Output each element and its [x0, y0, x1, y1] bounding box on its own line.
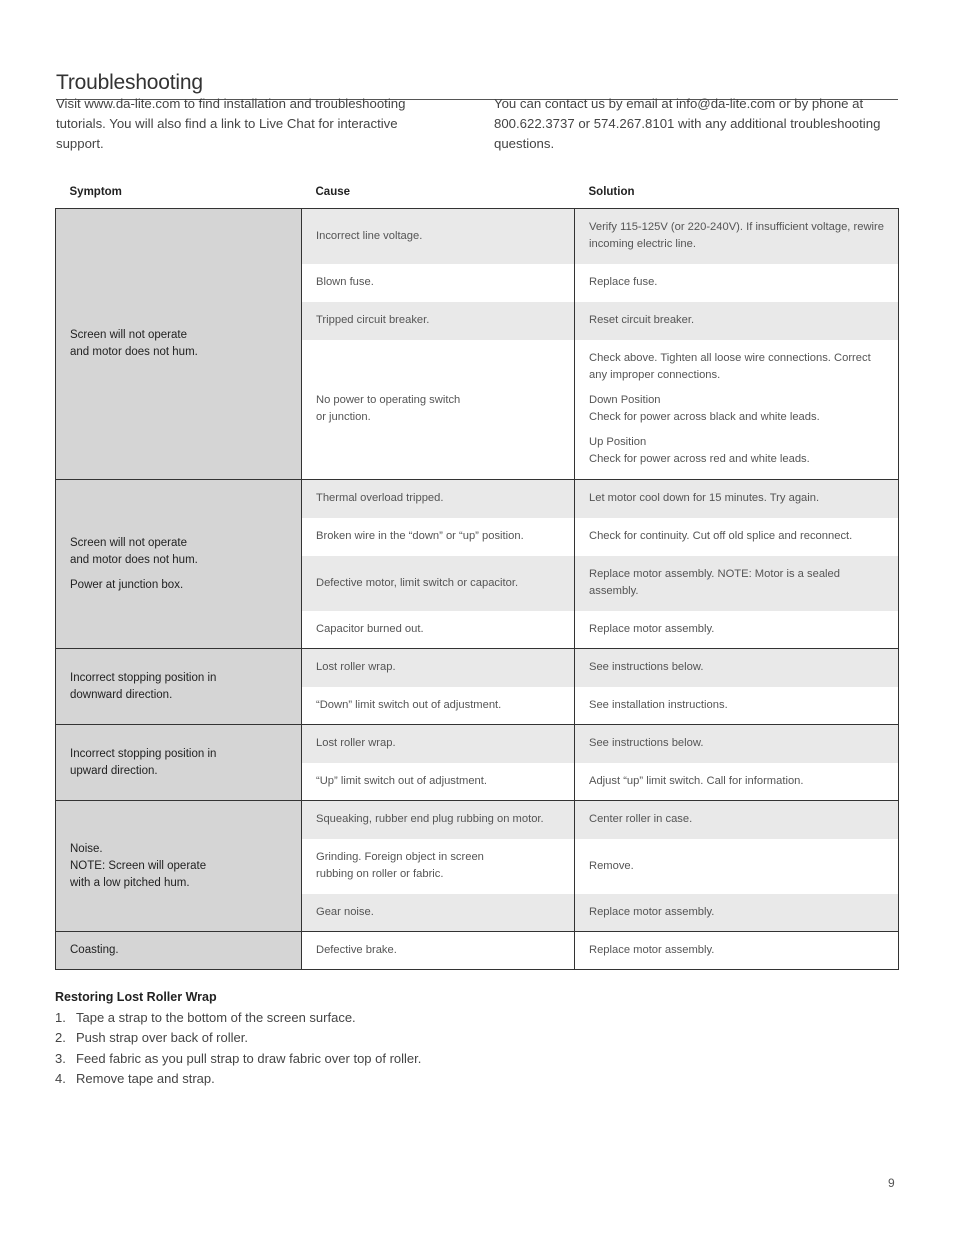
solution-text: Replace fuse. [589, 276, 658, 288]
step-text: Remove tape and strap. [76, 1070, 215, 1086]
solution-line: Check for power across black and white leads. [589, 411, 820, 424]
cause-cell [302, 264, 575, 302]
table-row [56, 725, 899, 763]
symptom-line: and motor does not hum. [70, 553, 198, 566]
list-item [55, 1008, 655, 1028]
cause-line: Incorrect line voltage. [316, 229, 423, 242]
step-text: Tape a strap to the bottom of the screen surface. [76, 1010, 356, 1025]
solution-text: Adjust “up” limit switch. Call for information. [589, 774, 804, 787]
table-row [56, 649, 899, 687]
solution-text [589, 434, 884, 468]
cause-line: Broken wire in the “down” or “up” position. [316, 530, 524, 542]
solution-cell [575, 894, 899, 932]
cause-cell [302, 801, 575, 839]
table-row [56, 932, 899, 970]
solution-cell [575, 302, 899, 340]
cause-text [316, 490, 560, 507]
cause-text [316, 274, 560, 291]
solution-cell [575, 725, 899, 763]
symptom-line: Screen will not operate [70, 536, 187, 549]
symptom-cell [56, 480, 302, 649]
cause-line: Lost roller wrap. [316, 661, 396, 674]
step-number: 4. [55, 1070, 66, 1086]
symptom-line: upward direction. [70, 764, 158, 777]
solution-cell [575, 518, 899, 556]
cause-cell [302, 480, 575, 518]
cause-line: Grinding. Foreign object in screen [316, 851, 484, 863]
symptom-cell [56, 649, 302, 725]
cause-line: Capacitor burned out. [316, 622, 424, 635]
solution-cell [575, 340, 899, 480]
solution-text: See instructions below. [589, 661, 704, 674]
intro-contact: You can contact us by email at info@da-lite.com or by phone at 800.622.3737 or 574.267.8101 with any additional troubleshooting questions. [494, 96, 881, 151]
solution-line: Up Position [589, 436, 647, 449]
solution-line: Check above. Tighten all loose wire connections. Correct any improper connections. [589, 352, 871, 382]
cause-line: No power to operating switch [316, 394, 461, 407]
solution-line: Down Position [589, 394, 661, 407]
cause-cell [302, 611, 575, 649]
intro-website: Visit www.da-lite.com to find installation and troubleshooting tutorials. You will also find a link to Live Chat for interactive support. [56, 96, 406, 151]
cause-cell [302, 209, 575, 264]
cause-text [316, 942, 560, 959]
cause-line: Defective brake. [316, 944, 397, 956]
table-row [56, 801, 899, 839]
solution-text: Replace motor assembly. NOTE: Motor is a sealed assembly. [589, 568, 840, 597]
cause-line: Squeaking, rubber end plug rubbing on motor. [316, 813, 544, 826]
symptom-text [70, 841, 287, 892]
cause-text [316, 528, 560, 545]
cause-line: “Up” limit switch out of adjustment. [316, 774, 487, 787]
restore-roller-wrap-section [55, 990, 655, 1089]
step-text: Push strap over back of roller. [76, 1030, 248, 1046]
page-title: Troubleshooting [56, 71, 898, 100]
cause-text [316, 773, 560, 790]
symptom-line: Power at junction box. [70, 578, 184, 591]
cause-cell [302, 932, 575, 970]
symptom-line: Coasting. [70, 944, 119, 956]
solution-text: See installation instructions. [589, 698, 728, 711]
step-number: 3. [55, 1050, 66, 1066]
solution-text [589, 350, 884, 384]
solution-text: Replace motor assembly. [589, 622, 715, 635]
cause-cell [302, 556, 575, 611]
cause-text [316, 228, 560, 245]
troubleshooting-table-container [55, 175, 898, 970]
cause-line: Tripped circuit breaker. [316, 314, 430, 326]
solution-line: Check for power across red and white leads. [589, 453, 810, 466]
list-item [55, 1049, 655, 1069]
cause-cell [302, 649, 575, 687]
solution-cell [575, 556, 899, 611]
solution-text: Reset circuit breaker. [589, 314, 695, 326]
solution-text: Replace motor assembly. [589, 944, 715, 956]
step-text: Feed fabric as you pull strap to draw fabric over top of roller. [76, 1050, 422, 1066]
cause-line: Thermal overload tripped. [316, 492, 444, 505]
symptom-text [70, 670, 287, 704]
header-cause: Cause [315, 185, 351, 198]
symptom-text [70, 942, 287, 959]
table-body [56, 209, 899, 970]
symptom-line: NOTE: Screen will operate [70, 859, 207, 872]
cause-line: or junction. [316, 411, 371, 424]
page-number: 9 [888, 1176, 895, 1190]
solution-cell [575, 264, 899, 302]
list-item [55, 1028, 655, 1048]
cause-line: Lost roller wrap. [316, 737, 396, 750]
step-number: 1. [55, 1010, 66, 1025]
solution-cell [575, 687, 899, 725]
symptom-line: Noise. [70, 842, 103, 855]
solution-cell [575, 801, 899, 839]
solution-cell [575, 839, 899, 894]
cause-cell [302, 687, 575, 725]
cause-cell [302, 302, 575, 340]
solution-cell [575, 763, 899, 801]
troubleshooting-table [55, 175, 899, 970]
table-header [56, 175, 899, 209]
cause-cell [302, 763, 575, 801]
solution-cell [575, 611, 899, 649]
solution-cell [575, 649, 899, 687]
cause-cell [302, 518, 575, 556]
cause-cell [302, 340, 575, 480]
solution-cell [575, 480, 899, 518]
solution-text: Check for continuity. Cut off old splice and reconnect. [589, 530, 853, 542]
cause-text [316, 659, 560, 676]
solution-text: Let motor cool down for 15 minutes. Try again. [589, 492, 820, 505]
cause-text [316, 312, 560, 329]
header-symptom: Symptom [69, 185, 122, 198]
cause-line: rubbing on roller or fabric. [316, 868, 444, 880]
cause-text [316, 621, 560, 638]
cause-cell [302, 725, 575, 763]
symptom-cell [56, 725, 302, 801]
solution-cell [575, 932, 899, 970]
symptom-line: Incorrect stopping position in [70, 747, 217, 760]
solution-cell [575, 209, 899, 264]
solution-text: Replace motor assembly. [589, 905, 715, 918]
step-number: 2. [55, 1030, 66, 1046]
solution-text: See instructions below. [589, 737, 704, 750]
list-item [55, 1069, 655, 1089]
table-row [56, 480, 899, 518]
cause-line: “Down” limit switch out of adjustment. [316, 698, 502, 711]
cause-line: Gear noise. [316, 905, 374, 918]
header-solution: Solution [588, 185, 635, 198]
cause-text [316, 811, 560, 828]
symptom-text [70, 746, 287, 780]
solution-text: Center roller in case. [589, 813, 693, 826]
symptom-line: with a low pitched hum. [70, 876, 190, 889]
symptom-cell [56, 932, 302, 970]
cause-line: Defective motor, limit switch or capacitor. [316, 576, 519, 589]
cause-text [316, 392, 560, 426]
symptom-line: and motor does not hum. [70, 346, 198, 358]
cause-text [316, 697, 560, 714]
symptom-line: downward direction. [70, 688, 173, 701]
cause-text [316, 904, 560, 921]
solution-text: Remove. [589, 859, 634, 872]
cause-cell [302, 894, 575, 932]
cause-text [316, 849, 560, 883]
symptom-line: Incorrect stopping position in [70, 671, 217, 684]
symptom-text [70, 535, 287, 569]
restore-steps-list [55, 1008, 655, 1089]
symptom-line: Screen will not operate [70, 329, 187, 341]
cause-cell [302, 839, 575, 894]
restore-heading: Restoring Lost Roller Wrap [55, 990, 217, 1004]
cause-text [316, 735, 560, 752]
symptom-text [70, 327, 287, 361]
cause-line: Blown fuse. [316, 276, 374, 288]
solution-text [589, 392, 884, 426]
symptom-cell [56, 801, 302, 932]
cause-text [316, 575, 560, 592]
table-row [56, 209, 899, 264]
symptom-cell [56, 209, 302, 480]
solution-text: Verify 115-125V (or 220-240V). If insufficient voltage, rewire incoming electric line. [589, 221, 884, 251]
